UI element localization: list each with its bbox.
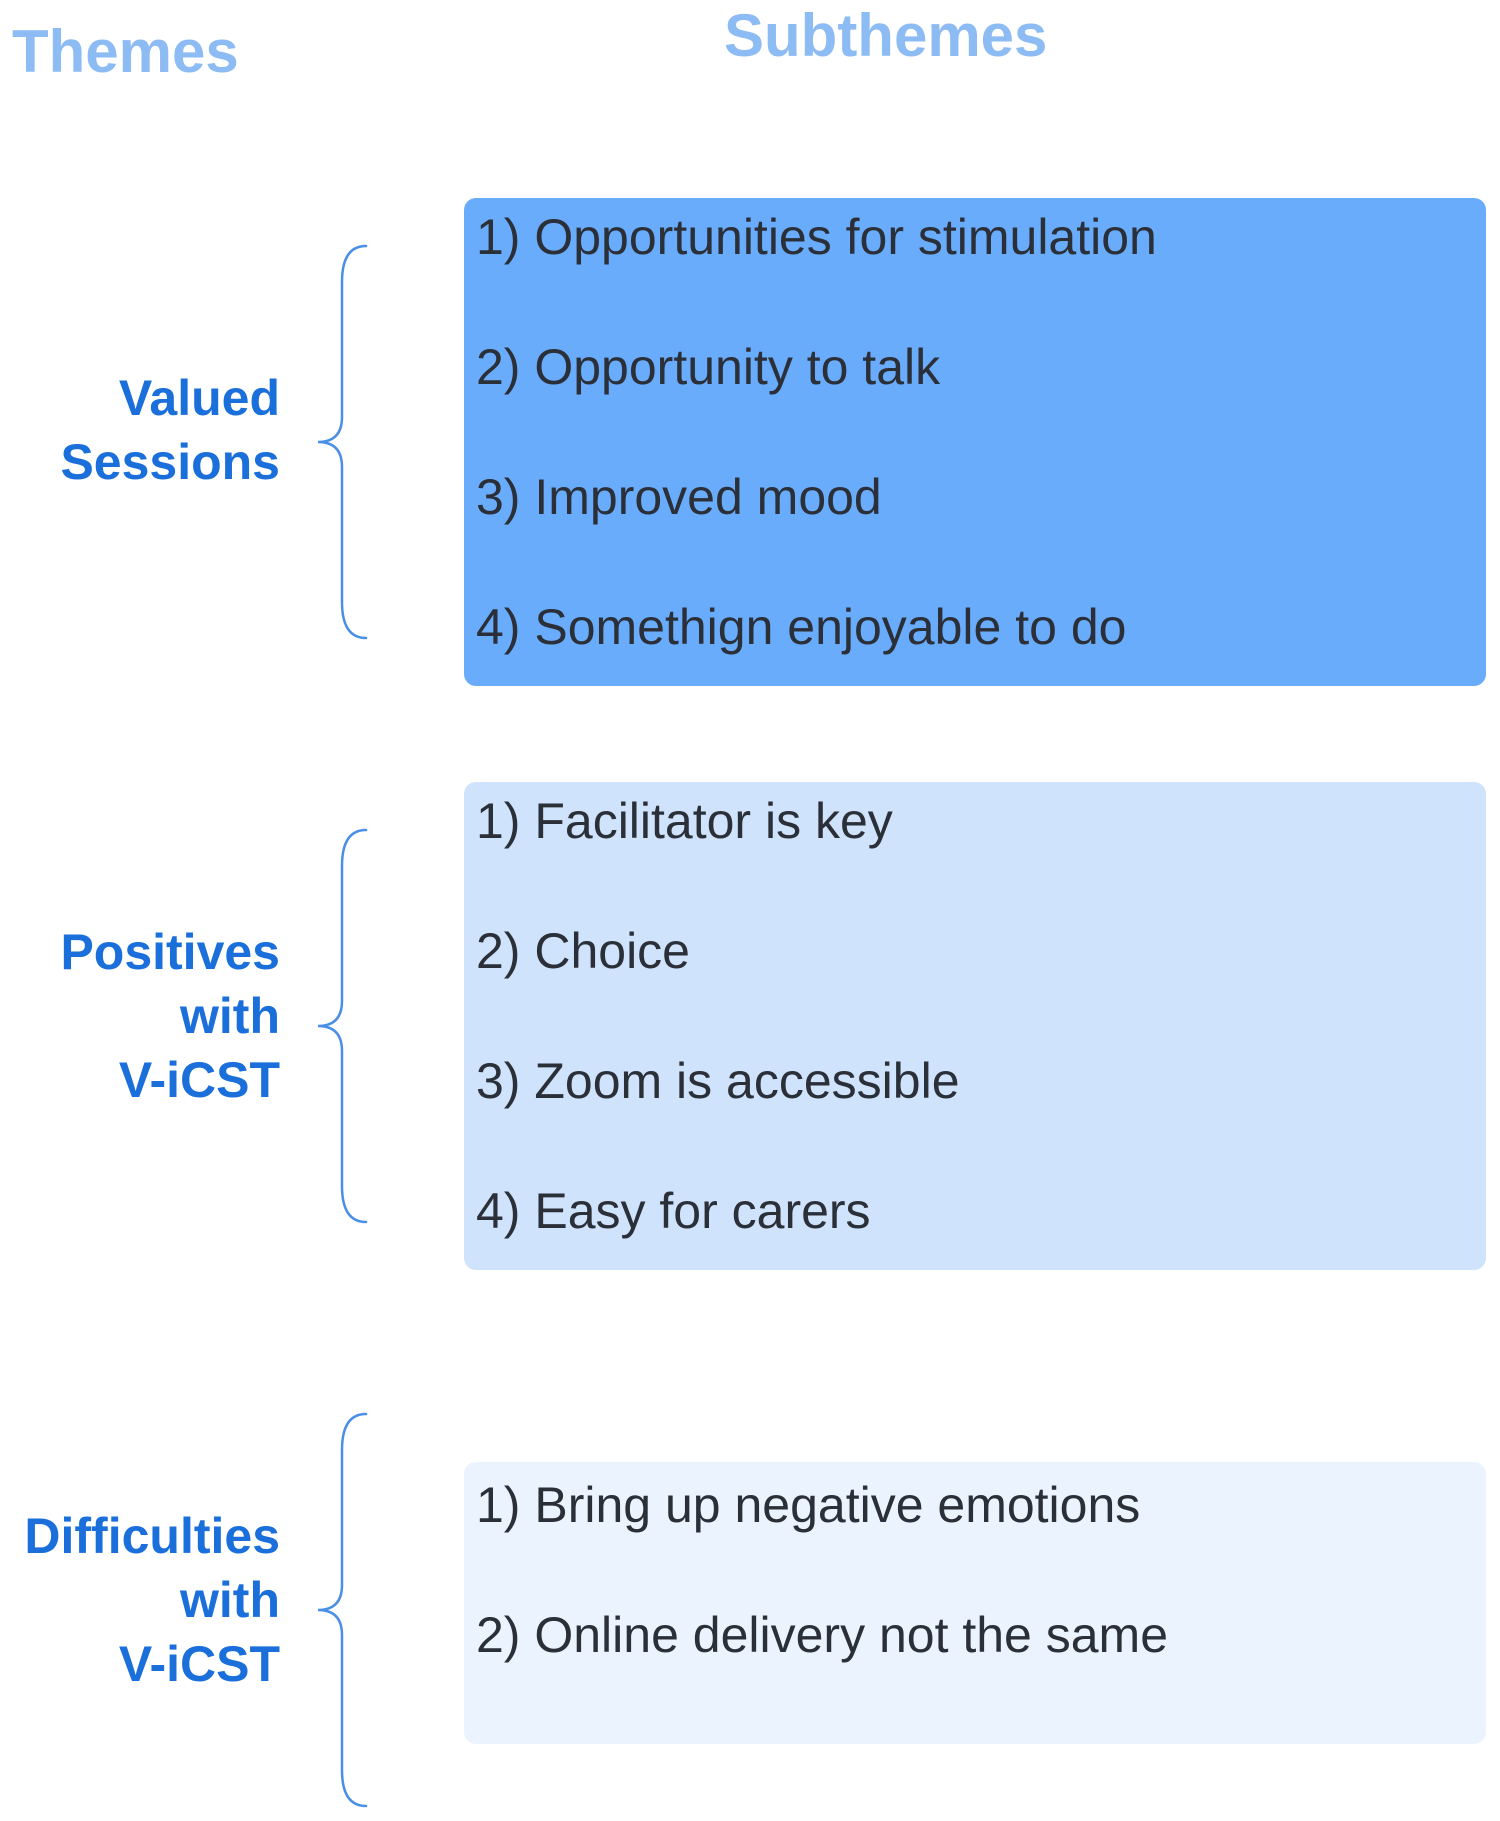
theme-label-difficulties-with-v-icst: [0, 1504, 280, 1696]
subtheme-item: 2) Online delivery not the same: [476, 1607, 1169, 1663]
subtheme-item: 1) Opportunities for stimulation: [476, 209, 1157, 265]
subthemes-header: Subthemes: [724, 2, 1048, 69]
theme-label-line: with: [180, 1572, 280, 1628]
subtheme-item: 3) Improved mood: [476, 469, 882, 525]
theme-label-line: V-iCST: [118, 1636, 280, 1692]
theme-label-line: Difficulties: [24, 1508, 280, 1564]
theme-label-line: Positives: [60, 924, 280, 980]
subtheme-box-difficulties-with-v-icst: [464, 1462, 1486, 1744]
subtheme-item: 2) Choice: [476, 923, 690, 979]
theme-label-line: Sessions: [60, 434, 280, 490]
subtheme-item: 4) Easy for carers: [476, 1183, 871, 1239]
subtheme-item: 2) Opportunity to talk: [476, 339, 941, 395]
subtheme-item: 3) Zoom is accessible: [476, 1053, 960, 1109]
subtheme-item: 1) Bring up negative emotions: [476, 1477, 1141, 1533]
themes-header: Themes: [12, 18, 239, 85]
theme-label-line: Valued: [118, 370, 280, 426]
theme-label-line: V-iCST: [118, 1052, 280, 1108]
brace-positives-with-v-icst: [300, 826, 380, 1226]
subtheme-box-positives-with-v-icst: [464, 782, 1486, 1270]
subtheme-item: 1) Facilitator is key: [476, 793, 893, 849]
theme-label-valued-sessions: [0, 366, 280, 494]
subtheme-item: 4) Somethign enjoyable to do: [476, 599, 1127, 655]
theme-label-positives-with-v-icst: [0, 920, 280, 1112]
brace-valued-sessions: [300, 242, 380, 642]
subtheme-box-valued-sessions: [464, 198, 1486, 686]
brace-difficulties-with-v-icst: [300, 1410, 380, 1810]
theme-label-line: with: [180, 988, 280, 1044]
